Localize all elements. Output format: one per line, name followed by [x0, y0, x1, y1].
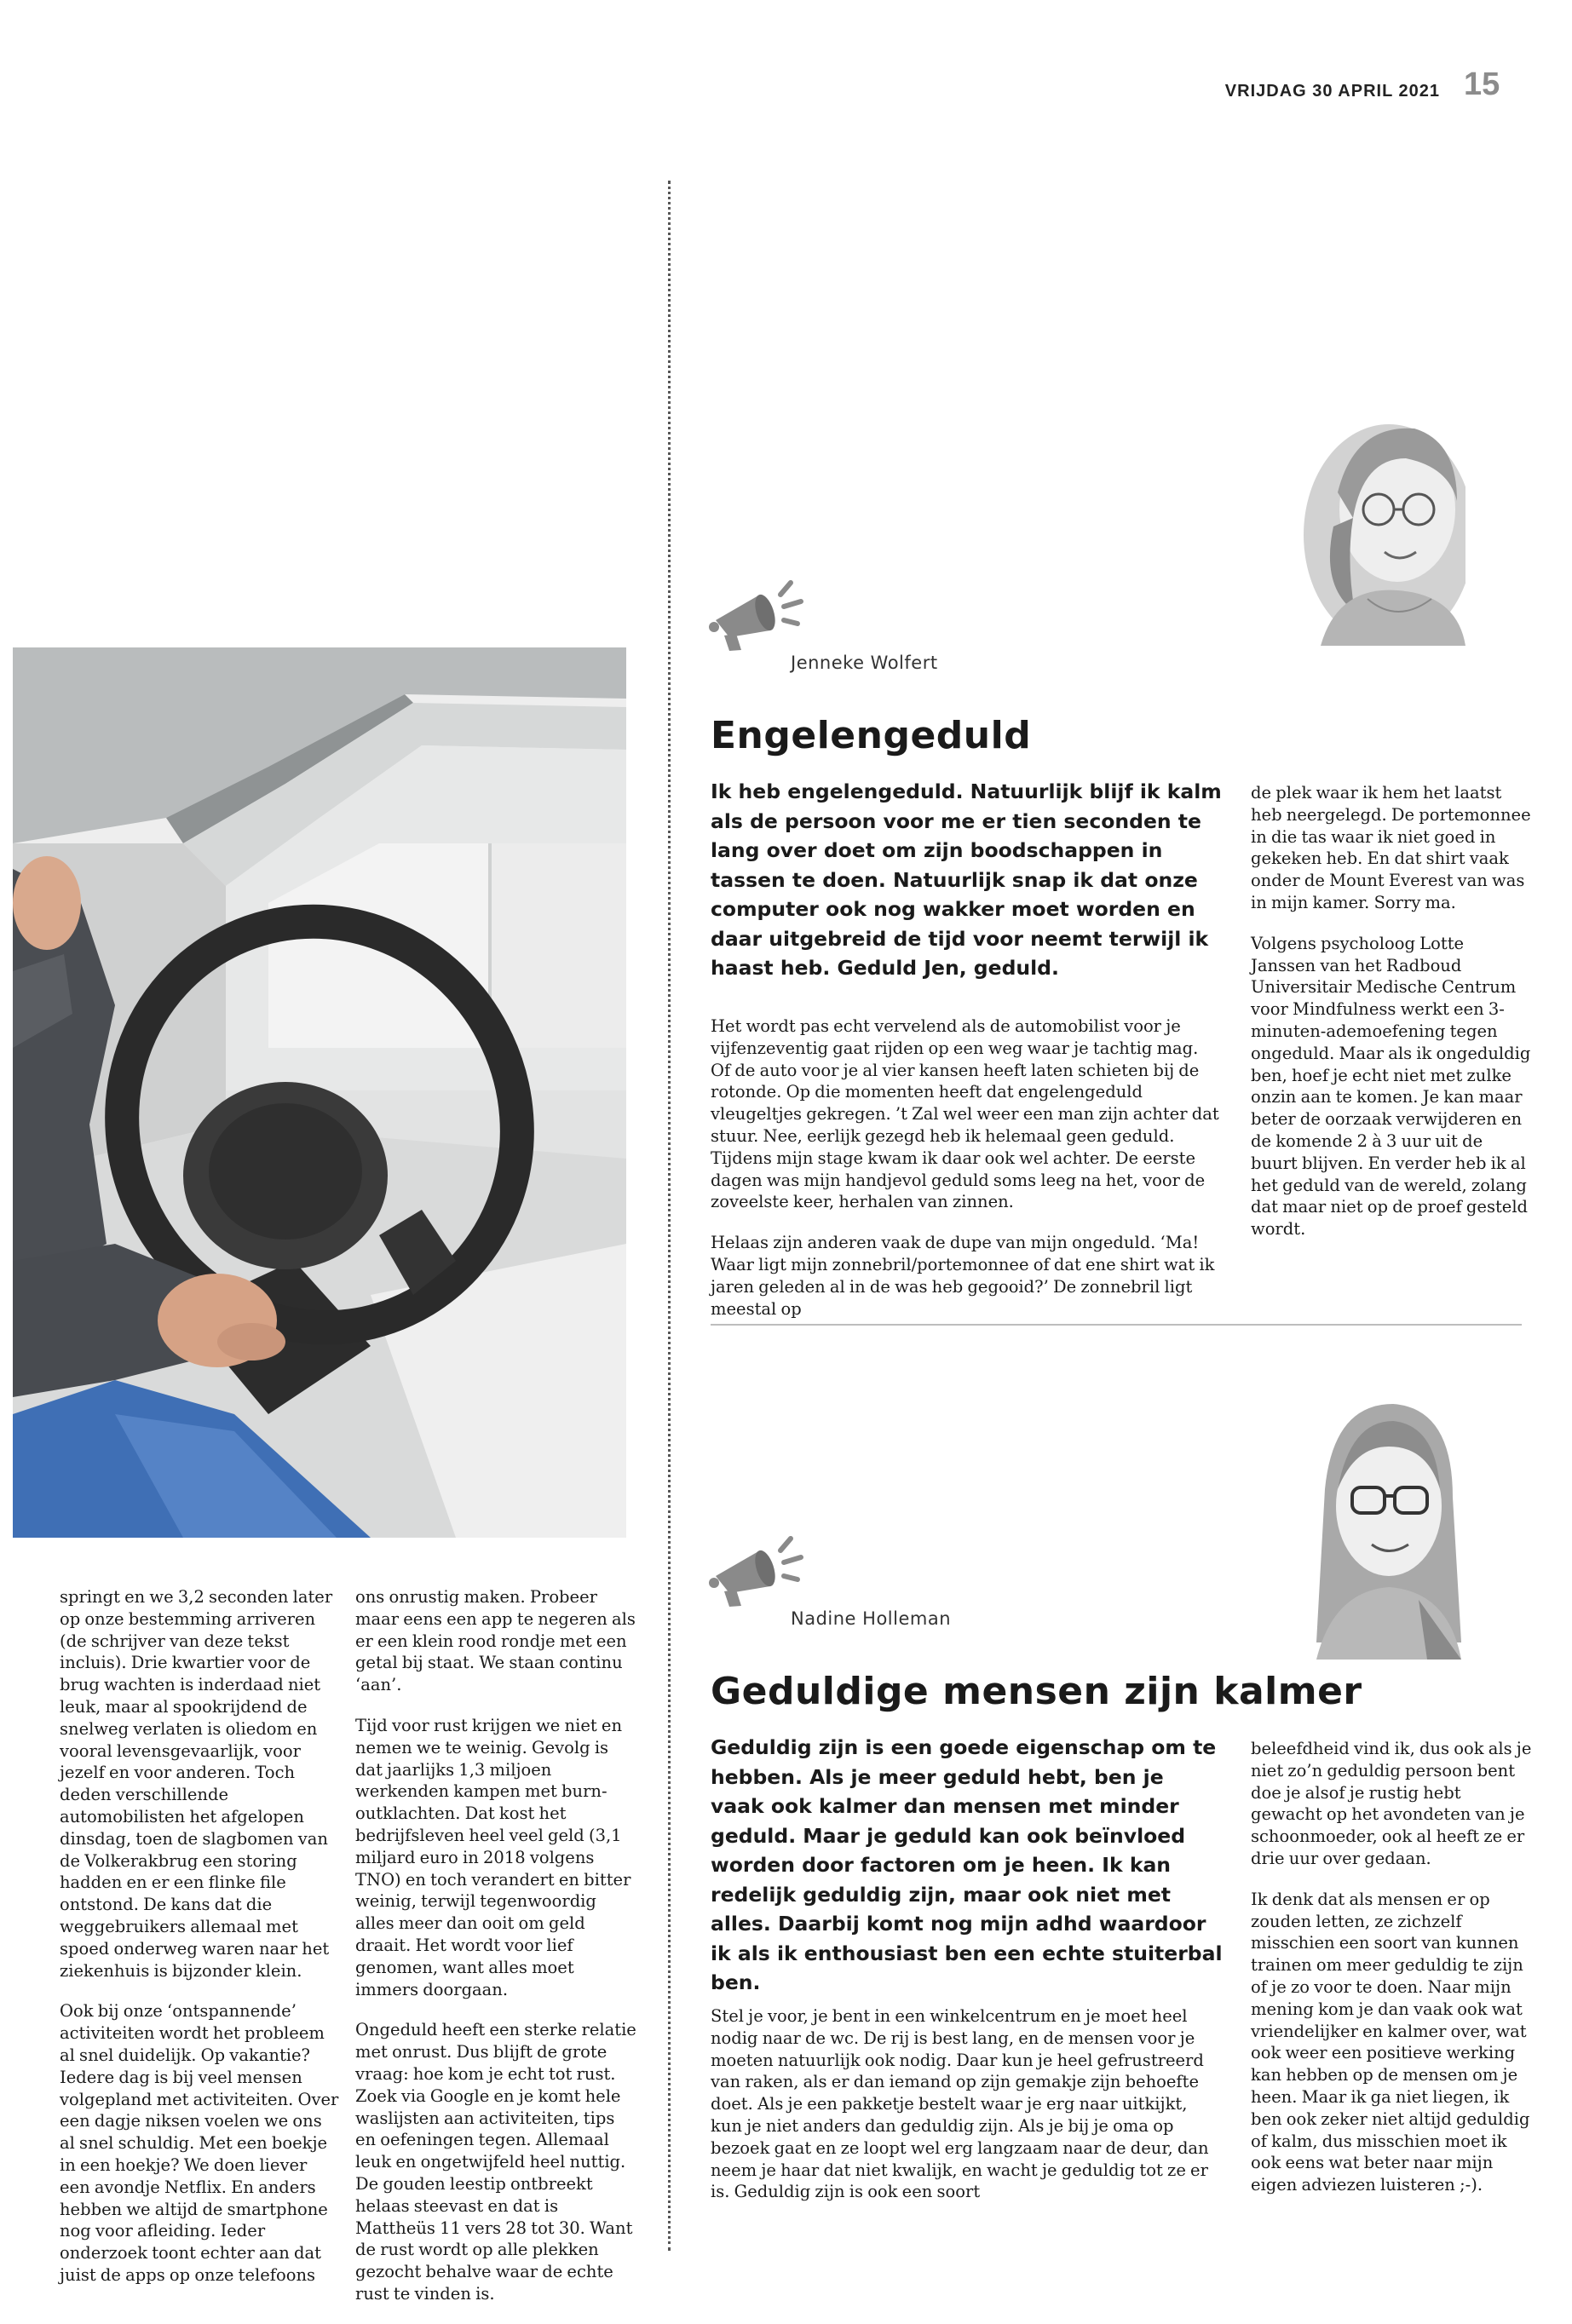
article-lead — [711, 777, 1224, 983]
paragraph: beleefdheid vind ik, dus ook als je niet zo’n geduldig persoon bent doe je alsof je rustig hebt gewacht op het avondeten van je schoonmoeder, ook al heeft ze er drie uur over gedaan. — [1251, 1739, 1532, 1868]
article-author: Jenneke Wolfert — [791, 653, 938, 673]
paragraph: Helaas zijn anderen vaak de dupe van mijn ongeduld. ‘Ma! Waar ligt mijn zonnebril/portemonnee of dat ene shirt wat ik jaren geleden al in de was heb gegooid?’ De zonnebril ligt meestal op — [711, 1233, 1215, 1319]
paragraph: springt en we 3,2 seconden later op onze bestemming arriveren (de schrijver van deze tekst incluis). Drie kwartier voor de brug wachten is inderdaad niet leuk, maar al spookrijdend de snelweg verlaten is oliedom en vooral levensgevaarlijk, voor jezelf en voor anderen. Toch deden verschillende automobilisten het afgelopen dinsdag, toen de slagbomen van de Volkerakbrug een storing hadden en er een flinke file ontstond. De kans dat die weggebruikers allemaal met spoed onderweg waren naar het ziekenhuis is bijzonder klein. — [60, 1587, 333, 1981]
lead-paragraph: Ik heb engelengeduld. Natuurlijk blijf ik kalm als de persoon voor me er tien seconden te lang over doet om zijn boodschappen in tassen te doen. Natuurlijk snap ik dat onze computer ook nog wakker moet worden en daar uitgebreid de tijd voor neemt terwijl ik haast heb. Geduld Jen, geduld. — [711, 779, 1222, 980]
paragraph: Het wordt pas echt vervelend als de automobilist voor je vijfenzeventig gaat rijden op een weg waar je tachtig mag. Of de auto voor je al vier kansen heeft laten schieten bij de rotonde. Op die momenten heeft dat engelengeduld vleugeltjes gekregen. ’t Zal wel weer een man zijn achter dat stuur. Nee, eerlijk gezegd heb ik helemaal geen geduld. Tijdens mijn stage kwam ik daar ook wel achter. De eerste dagen was mijn handjevol geduld soms leeg na het, voor de zoveelste keer, herhalen van zinnen. — [711, 1016, 1219, 1212]
lead-paragraph: Geduldig zijn is een goede eigenschap om te hebben. Als je meer geduld hebt, ben je vaak ook kalmer dan mensen met minder geduld. Maar je geduld kan ook beïnvloed worden door factoren om je heen. Ik kan redelijk geduldig zijn, maar ook niet met alles. Daarbij komt nog mijn adhd waardoor ik als ik enthousiast ben een echte stuiterbal ben. — [711, 1735, 1223, 1994]
paragraph: ons onrustig maken. Probeer maar eens een app te negeren als er een klein rood rondje met een getal bij staat. We staan continu ‘aan’. — [355, 1587, 636, 1695]
article-lead — [711, 1733, 1224, 1998]
paragraph: Ook bij onze ‘ontspannende’ activiteiten wordt het probleem al snel duidelijk. Op vakantie? Iedere dag is bij veel mensen volgepland met activiteiten. Over een dagje niksen voelen we ons al snel schuldig. Met een boekje in een hoekje? We doen liever een avondje Netflix. En anders hebben we altijd de smartphone nog voor afleiding. Ieder onderzoek toont echter aan dat juist de apps op onze telefoons — [60, 2001, 339, 2285]
paragraph: Volgens psycholoog Lotte Janssen van het Radboud Universitair Medische Centrum voor Mindfulness werkt een 3-minuten-ademoefening tegen ongeduld. Maar als ik ongeduldig ben, hoef je echt niet met zulke onzin aan te komen. Je kan maar beter de oorzaak verwijderen en de komende 2 à 3 uur uit de buurt blijven. En verder heb ik al het geduld van de wereld, zolang dat maar niet op de proef gesteld wordt. — [1251, 933, 1531, 1240]
car-steering-wheel-photo — [13, 647, 626, 1538]
article-title: Geduldige mensen zijn kalmer — [711, 1670, 1362, 1713]
page-date: VRIJDAG 30 APRIL 2021 — [1224, 82, 1440, 101]
portrait-sketch-nadine — [1291, 1387, 1470, 1660]
megaphone-icon — [709, 569, 807, 658]
paragraph: Ongeduld heeft een sterke relatie met onrust. Dus blijft de grote vraag: hoe kom je echt tot rust. Zoek via Google en je komt hele waslijsten aan activiteiten, tips en oefeningen tegen. Allemaal leuk en ongetwijfeld heel nuttig. De gouden leestip ontbreekt helaas steevast en dat is Mattheüs 11 vers 28 tot 30. Want de rust wordt op alle plekken gezocht behalve waar de echte rust te vinden is. — [355, 2020, 636, 2304]
left-text-column-2 — [355, 1586, 636, 2324]
paragraph: de plek waar ik hem het laatst heb neergelegd. De portemonnee in die tas waar ik niet goed in gekeken heb. En dat shirt vaak onder de Mount Everest van was in mijn kamer. Sorry ma. — [1251, 783, 1531, 912]
paragraph: Ik denk dat als mensen er op zouden letten, ze zichzelf misschien een soort van kunnen trainen om meer geduldig te zijn of je zo voor te doen. Naar mijn mening kom je dan vaak ook wat vriendelijker en kalmer over, wat ook weer een positieve werking kan hebben op de mensen om je heen. Maar ik ga niet liegen, ik ben ook zeker niet altijd geduldig of kalm, dus misschien moet ik ook eens wat beter naar mijn eigen adviezen luisteren ;-). — [1251, 1889, 1530, 2195]
left-text-column-1 — [60, 1586, 341, 2305]
article-author: Nadine Holleman — [791, 1608, 952, 1629]
megaphone-icon — [709, 1525, 807, 1614]
article-title: Engelengeduld — [711, 714, 1032, 757]
paragraph: Stel je voor, je bent in een winkelcentrum en je moet heel nodig naar de wc. De rij is best lang, en de mensen voor je moeten natuurlijk ook nodig. Daar kun je heel gefrustreerd van raken, als er dan iemand op zijn gemakje zijn behoefte doet. Als je een pakketje bestelt waar je erg naar uitkijkt, kun je niet anders dan geduldig zijn. Als je bij je oma op bezoek gaat en ze loopt wel erg langzaam naar de deur, dan neem je haar dat niet kwalijk, en wacht je geduldig tot ze er is. Geduldig zijn is ook een soort — [711, 2006, 1209, 2202]
article-body-left — [711, 1015, 1222, 1338]
portrait-sketch-jenneke — [1287, 390, 1465, 646]
article-body-right — [1251, 782, 1532, 1259]
paragraph: Tijd voor rust krijgen we niet en nemen we te weinig. Gevolg is dat jaarlijks 1,3 miljoen werkenden kampen met burn-outklachten. Dat kost het bedrijfsleven heel veel geld (3,1 miljard euro in 2018 volgens TNO) en toch verandert en bitter weinig, terwijl tegenwoordig alles meer dan ooit om geld draait. Het wordt voor lief genomen, want alles moet immers doorgaan. — [355, 1715, 631, 1999]
article-body-right — [1251, 1738, 1532, 2215]
vertical-dotted-divider — [668, 181, 671, 2251]
article-body-left — [711, 2005, 1222, 2222]
page-number: 15 — [1464, 66, 1500, 102]
